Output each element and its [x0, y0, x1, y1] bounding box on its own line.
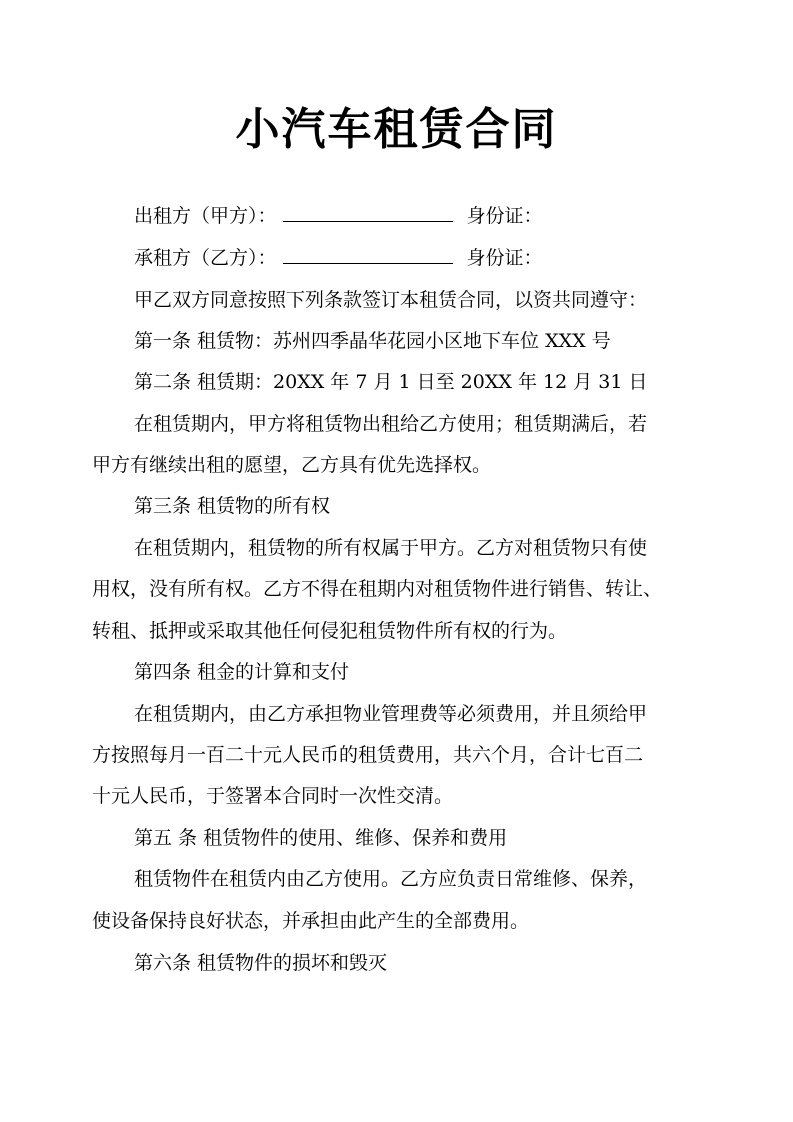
lessor-label: 出租方（甲方）： [134, 205, 277, 227]
article-3-body-line: 用权，没有所有权。乙方不得在租期内对租赁物件进行销售、转让、 [92, 578, 663, 600]
lessor-name-blank [283, 205, 453, 222]
lessee-name-blank [283, 247, 453, 264]
lessor-id-label: 身份证： [466, 205, 543, 227]
lessor-line [92, 203, 754, 229]
article-5-heading: 第五 条 租赁物件的使用、维修、保养和费用 [134, 827, 508, 849]
article-3-heading: 第三条 租赁物的所有权 [134, 495, 331, 517]
article-4-heading: 第四条 租金的计算和支付 [134, 661, 350, 683]
article-2-body-line: 在租赁期内，甲方将租赁物出租给乙方使用；租赁期满后，若 [134, 413, 648, 435]
article-1-heading: 第一条 租赁物：苏州四季晶华花园小区地下车位 XXX 号 [134, 330, 611, 352]
article-3-body-line: 转租、抵押或采取其他任何侵犯租赁物件所有权的行为。 [92, 620, 568, 642]
lessee-line [92, 245, 754, 271]
article-2-heading: 第二条 租赁期：20XX 年 7 月 1 日至 20XX 年 12 月 31 日 [134, 371, 648, 393]
lessee-label: 承租方（乙方）： [134, 247, 277, 269]
article-6-heading: 第六条 租赁物件的损坏和毁灭 [134, 952, 388, 974]
article-3-body-line: 在租赁期内，租赁物的所有权属于甲方。乙方对租赁物只有使 [134, 537, 648, 559]
article-5-body-line: 使设备保持良好状态，并承担由此产生的全部费用。 [92, 910, 530, 932]
article-2-body-line: 甲方有继续出租的愿望，乙方具有优先选择权。 [92, 454, 492, 476]
intro-paragraph: 甲乙双方同意按照下列条款签订本租赁合同，以资共同遵守： [134, 289, 648, 311]
document-title: 小汽车租赁合同 [235, 104, 558, 155]
lessee-id-label: 身份证： [466, 247, 543, 269]
article-4-body-line: 十元人民币，于签署本合同时一次性交清。 [92, 785, 454, 807]
article-5-body-line: 租赁物件在租赁内由乙方使用。乙方应负责日常维修、保养， [134, 868, 648, 890]
article-4-body-line: 方按照每月一百二十元人民币的租赁费用，共六个月，合计七百二 [92, 744, 644, 766]
article-4-body-line: 在租赁期内，由乙方承担物业管理费等必须费用，并且须给甲 [134, 703, 648, 725]
